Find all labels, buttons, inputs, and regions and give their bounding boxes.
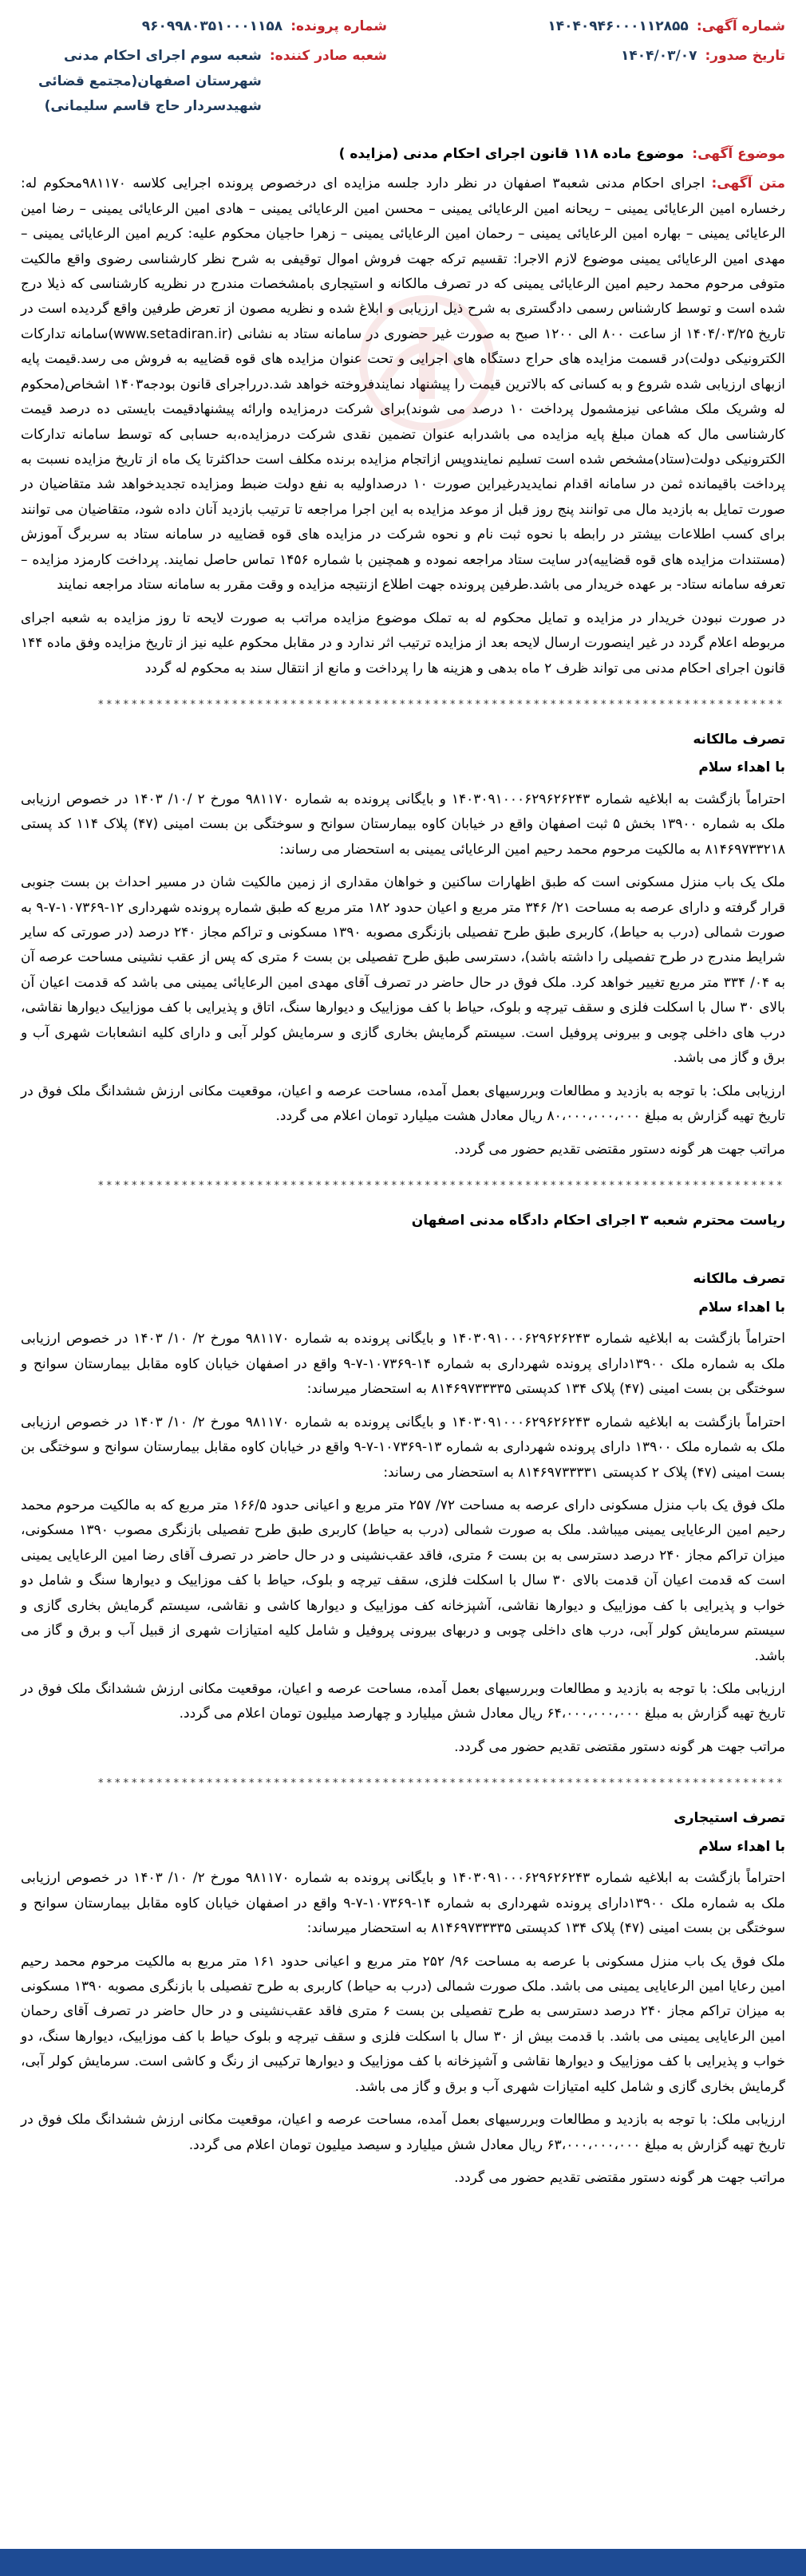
- main-text-body: اجرای احکام مدنی شعبه۳ اصفهان در نظر دارد جلسه مزایده ای درخصوص پرونده اجرایی کلاسه ۹۸۱۱۷۰محکوم له: رخساره امین الرعایائی یمینی – ریحانه امین الرعایائی یمینی – محسن امین الرعایائی یمینی – هادی امین الرعایائی یمینی – رضا امین الرعایائی یمینی – بهاره امین الرعایائی یمینی – رحمان امین الرعایائی یمینی – زهرا حاجیان محکوم علیه: کریم امین الرعایائی یمینی – مهدی امین الرعایائی یمینی موضوع لازم الاجرا: تقسیم ترکه جهت فروش اموال توقیفی به شرح نظر کارشناسی رضوی واقع مالکیت متوفی مرحوم محمد رحیم امین الرعایائی یمینی که در تصرف مالکانه و استیجاری بامشخصات مندرج در نظریه کارشناسی که ذیلا درج شده است و توسط کارشناس رسمی دادگستری به شرح ذیل ارزیابی و ابلاغ شده و نظریه مصون از تعرض طرفین واقع گردیده است در تاریخ ۱۴۰۴/۰۳/۲۵ از ساعت ۸۰۰ الی ۱۲۰۰ صبح به صورت غیر حضوری در سامانه ستاد به نشانی (www.setadiran.ir)سامانه تدارکات الکترونیکی دولت)در قسمت مزایده های حراج دستگاه های اجرایی و تحت عنوان مزایده های قوه قضاییه به فروش می رسد.قیمت پایه ازبهای ارزیابی شده شروع و به کسانی که بالاترین قیمت را پیشنهاد نمایندفروخته خواهد شد.درراجرای قانون بودجه۱۴۰۳ اشخاص(محکوم له وشریک ملک مشاعی نیزمشمول پرداخت ۱۰ درصد می شوند)برای شرکت درمزایده وارائه پیشنهادقیمت بایستی ده درصد قیمت کارشناسی مال که همان مبلغ پایه مزایده می باشدرابه عنوان تضمین نقدی شرکت درمزایده،به حسابی که توسط سامانه تدارکات الکترونیکی دولت(ستاد)مشخص شده است تسلیم نمایندوپس ازاتجام مزایده برنده مکلف است حداکثرتا یک ماه از تاریخ مزایده نسبت به پرداخت باقیمانده ثمن در سامانه اقدام نمایدیدرغیراین صورت ۱۰ درصداولیه به نفع دولت ضبط ومزایده تجدیدخواهد شد متقاضیان در صورت تمایل به بازدید مال می توانند پنج روز قبل از موعد مزایده به این اجرا مراجعه تا ترتیب بازدید آنان داده شود، متقاضیان می توانند برای کسب اطلاعات بیشتر در رابطه با نحوه ثبت نام و نحوه شرکت در مزایده های قوه قضاییه در سامانه ستاد به سربرگ آموزش (مستندات مزایده های قوه قضاییه)در سایت ستاد مراجعه نموده و همچنین با شماره ۱۴۵۶ تماس حاصل نمایند. پرداخت کارمزد مزایده – تعرفه سامانه ستاد- بر عهده خریدار می باشد.طرفین پرونده جهت اطلاع ازنتیجه مزایده و وقت مقرر به سامانه ستاد مراجعه نمایند: [21, 176, 786, 594]
- section1-closing: مراتب جهت هر گونه دستور مقتضی تقدیم حضور می گردد.: [454, 1141, 785, 1158]
- issue-date-row: [419, 44, 785, 69]
- section-divider: **********************************************************************************: [98, 1777, 785, 1790]
- section3-closing: مراتب جهت هر گونه دستور مقتضی تقدیم حضور می گردد.: [454, 2170, 785, 2187]
- header-right-column: [419, 14, 785, 124]
- section3-appraisal: ارزیابی ملک: با توجه به بازدید و مطالعات وبررسیهای بعمل آمده، مساحت عرصه و اعیان، موقعیت مکانی ارزش ششدانگ ملک فوق در تاریخ تهیه گزارش به مبلغ ۶۳،۰۰۰،۰۰۰،۰۰۰ ریال معادل شش میلیارد و سیصد میلیون تومان اعلام می گردد.: [21, 2112, 785, 2153]
- footer-bar: [0, 2549, 806, 2576]
- section1-appraisal: ارزیابی ملک: با توجه به بازدید و مطالعات وبررسیهای بعمل آمده، مساحت عرصه و اعیان، موقعیت مکانی ارزش ششدانگ ملک فوق در تاریخ تهیه گزارش به مبلغ ۸۰،۰۰۰،۰۰۰،۰۰۰ ریال معادل هشت میلیارد تومان اعلام می گردد.: [21, 1083, 785, 1125]
- section2-paragraph: ملک فوق یک باب منزل مسکونی دارای عرصه به مساحت ۷۲/ ۲۵۷ متر مربع و اعیانی حدود ۱۶۶/۵ متر مربع که به مالکیت مرحوم محمد رحیم امین الرعایایی یمینی میباشد. ملک به صورت شمالی (درب به حیاط) کاربری طبق طرح تفصیلی بازنگری مصوب ۱۳۹۰ مسکونی، میزان تراکم مجاز ۲۴۰ درصد دسترسی به بن بست ۶ متری، فاقد عقب‌نشینی و در حال حاضر در تصرف آقای رضا امین الرعایایی یمینی است که قدمت اعیان آن قدمت بالای ۳۰ سال با اسکلت فلزی، سقف تیرچه و بلوک، حیاط با کف موزاییک و دیوارها سنگ و شامل دو خواب و پذیرایی با کف موزاییک و دیوارها نقاشی، آشپزخانه کف موزاییک و دیوارها کاشی و نقاشی، سیستم گرمایش بخاری گازی و سیستم سرمایش کولر آبی، درب های داخلی چوبی و دربهای بیرونی پروفیل و شامل کلیه امتیازات شهری از قبیل آب و برق و گاز می باشد.: [21, 1497, 785, 1664]
- spacer: [21, 1241, 785, 1262]
- section1-paragraph: ملک یک باب منزل مسکونی است که طبق اظهارات ساکنین و خواهان مقداری از زمین مالکیت شان در مسیر احداث بن بست جنوبی قرار گرفته و دارای عرصه به مساحت ۲۱/ ۳۴۶ متر مربع و اعیان حدود ۱۸۲ متر مربع که طبق شماره پرونده شهرداری ۱۲-۱۰۷۳۶۹-۷-۹ به صورت شمالی (درب به حیاط)، کاربری طبق طرح تفصیلی بازنگری مصوبه ۱۳۹۰ مسکونی و تراکم مجاز ۲۴۰ درصد (در صورتی که سایر شرایط مندرج در طرح تفصیلی را داشته باشد)، دسترسی طبق طرح تفصیلی بن بست ۶ متری که پس از عقب نشینی مساحت عرصه آن به ۰۴/ ۳۳۴ متر مربع تغییر خواهد کرد. ملک فوق در حال حاضر در تصرف آقای مهدی امین الرعایائی یمینی می باشد که قدمت اعیان آن بالای ۳۰ سال با اسکلت فلزی و سقف تیرچه و بلوک، حیاط با کف موزاییک و دیوارها سنگ، اتاق و پذیرایی با کف موزاییک دیوارها نقاشی، درب های داخلی چوبی و بیرونی پروفیل است. سیستم گرمایش بخاری گازی و سرمایش کولر آبی و دارای کلیه انشعابات شهری آب و برق و گاز می باشد.: [21, 874, 786, 1067]
- ad-number-value: ۱۴۰۴۰۹۴۶۰۰۰۱۱۲۸۵۵: [547, 18, 689, 34]
- section3-title: تصرف استیجاری: [674, 1810, 785, 1827]
- section2-title: تصرف مالکانه: [693, 1271, 785, 1288]
- ad-number-row: [419, 14, 785, 39]
- section3-paragraph: ملک فوق یک باب منزل مسکونی با عرصه به مساحت ۹۶/ ۲۵۲ متر مربع و اعیانی حدود ۱۶۱ متر مربع به مالکیت مرحوم محمد رحیم امین رعایا امین الرعایایی یمینی می باشد. ملک صورت شمالی (درب به حیاط) کاربری به طرح تفصیلی با بازنگری مصوبه ۱۳۹۰ مسکونی به میزان تراکم مجاز ۲۴۰ درصد دسترسی به طرح تفصیلی بن بست ۶ متری فاقد عقب‌نشینی و در حال حاضر در تصرف آقای رحمان امین الرعایایی یمینی می باشد. با قدمت بیش از ۳۰ سال با اسکلت فلزی و سقف تیرچه و بلوک حیاط با کف موزاییک، دیوارها سنگ، دو خواب و پذیرایی با کف موزاییک و دیوارها نقاشی و آشپزخانه با کف موزاییک و دیوارها ترکیبی از رنگ و کاشی است. سرمایش کولر آبی، گرمایش بخاری گازی و شامل کلیه امتیازات شهری آب و برق و گاز می باشد.: [21, 1953, 786, 2095]
- case-number-value: ۹۶۰۹۹۸۰۳۵۱۰۰۰۱۱۵۸: [141, 18, 283, 34]
- issue-date-label: تاریخ صدور:: [705, 48, 785, 65]
- ad-note: در صورت نبودن خریدار در مزایده و تمایل محکوم له به تملک موضوع مزایده مراتب به صورت لایحه تا روز مزایده به شعبه اجرای مربوطه اعلام گردد در غیر اینصورت ارسال لایحه بعد از مزایده ترتیب اثر ندارد و در مقابل محکوم علیه نیز از تاریخ مزایده وفق ماده ۱۴۴ قانون اجرای احکام مدنی می تواند ظرف ۲ ماه بدهی و هزینه ها را پرداخت و مانع از انتقال سند به محکوم له گردد: [21, 609, 785, 677]
- case-number-label: شماره پرونده:: [290, 18, 387, 34]
- address-line: ریاست محترم شعبه ۳ اجرای احکام دادگاه مدنی اصفهان: [411, 1213, 785, 1229]
- case-number-row: [21, 14, 387, 39]
- section2-closing: مراتب جهت هر گونه دستور مقتضی تقدیم حضور می گردد.: [454, 1738, 785, 1755]
- section-divider: **********************************************************************************: [98, 1179, 785, 1192]
- section2-appraisal: ارزیابی ملک: با توجه به بازدید و مطالعات وبررسیهای بعمل آمده، مساحت عرصه و اعیان، موقعیت مکانی ارزش ششدانگ ملک فوق در تاریخ تهیه گزارش به مبلغ ۶۴،۰۰۰،۰۰۰،۰۰۰ ریال معادل شش میلیارد و چهارصد میلیون تومان اعلام می گردد.: [21, 1681, 785, 1722]
- main-text-label: متن آگهی:: [711, 176, 786, 192]
- subject-value: موضوع ماده ۱۱۸ قانون اجرای احکام مدنی (مزایده ): [338, 145, 685, 162]
- appraisal-section-3: [21, 1806, 785, 2191]
- ad-header: [21, 14, 785, 124]
- appraisal-section-2: [21, 1267, 785, 1760]
- section1-greeting: با اهداء سلام: [698, 759, 785, 776]
- header-left-column: [21, 14, 387, 124]
- section3-greeting: با اهداء سلام: [698, 1838, 785, 1855]
- appraisal-section-1: [21, 728, 785, 1162]
- section2-paragraph: احتراماً بازگشت به ابلاغیه شماره ۱۴۰۳۰۹۱۰۰۰۶۲۹۶۲۶۲۴۳ و بایگانی پرونده به شماره ۹۸۱۱۷۰ مورخ ۲/ ۱۰/ ۱۴۰۳ در خصوص ارزیابی ملک به شماره ملک ۱۳۹۰۰ دارای پرونده شهرداری به شماره ۱۳-۱۰۷۳۶۹-۷-۹ واقع در خیابان کاوه مقابل بیمارستان سوانح و سوختگی بن بست امینی (۴۷) پلاک ۲ کدپستی ۸۱۴۶۹۷۳۳۳۳۱ به استحضار می رساند:: [21, 1414, 786, 1481]
- section-divider: **********************************************************************************: [98, 698, 785, 711]
- issue-date-value: ۱۴۰۴/۰۳/۰۷: [621, 48, 697, 65]
- issuer-value: شعبه سوم اجرای احکام مدنی شهرستان اصفهان(مجتمع قضائی شهیدسردار حاج قاسم سلیمانی): [38, 48, 262, 115]
- section2-paragraph: احتراماً بازگشت به ابلاغیه شماره ۱۴۰۳۰۹۱۰۰۰۶۲۹۶۲۶۲۴۳ و بایگانی پرونده به شماره ۹۸۱۱۷۰ مورخ ۲/ ۱۰/ ۱۴۰۳ در خصوص ارزیابی ملک به شماره ملک ۱۳۹۰۰دارای پرونده شهرداری به شماره ۱۴-۱۰۷۳۶۹-۷-۹ واقع در اصفهان خیابان کاوه مقابل بیمارستان سوانح و سوختگی بن بست امینی (۴۷) پلاک ۱۳۴ کدپستی ۸۱۴۶۹۷۳۳۳۳۵ به استحضار میرساند:: [21, 1331, 786, 1398]
- section3-paragraph: احتراماً بازگشت به ابلاغیه شماره ۱۴۰۳۰۹۱۰۰۰۶۲۹۶۲۶۲۴۳ و بایگانی پرونده به شماره ۹۸۱۱۷۰ مورخ ۲/ ۱۰/ ۱۴۰۳ در خصوص ارزیابی ملک به شماره ملک ۱۳۹۰۰دارای پرونده شهرداری به شماره ۱۴-۱۰۷۳۶۹-۷-۹ واقع در اصفهان خیابان کاوه مقابل بیمارستان سوانح و سوختگی بن بست امینی (۴۷) پلاک ۱۳۴ کدپستی ۸۱۴۶۹۷۳۳۳۳۵ به استحضار میرساند:: [21, 1870, 786, 1937]
- section1-title: تصرف مالکانه: [693, 731, 785, 748]
- section1-paragraph: احتراماً بازگشت به ابلاغیه شماره ۱۴۰۳۰۹۱۰۰۰۶۲۹۶۲۶۲۴۳ و بایگانی پرونده به شماره ۹۸۱۱۷۰ مورخ ۲ /۱۰/ ۱۴۰۳ در خصوص ارزیابی ملک به شماره ۱۳۹۰۰ بخش ۵ ثبت اصفهان واقع در خیابان کاوه بیمارستان سوانح و سوختگی بن بست امینی (۴۷) پلاک ۱۱۴ کد پستی ۸۱۴۶۹۷۳۳۲۱۸ به مالکیت مرحوم محمد رحیم امین الرعایائی یمینی به استحضار می رساند:: [21, 791, 786, 858]
- issuer-label: شعبه صادر کننده:: [269, 48, 387, 65]
- ad-number-label: شماره آگهی:: [696, 18, 785, 34]
- section2-greeting: با اهداء سلام: [698, 1299, 785, 1316]
- ad-subject: [21, 142, 785, 167]
- subject-label: موضوع آگهی:: [692, 145, 785, 162]
- judiciary-watermark-emblem: [335, 287, 519, 439]
- issuer-row: [21, 44, 387, 119]
